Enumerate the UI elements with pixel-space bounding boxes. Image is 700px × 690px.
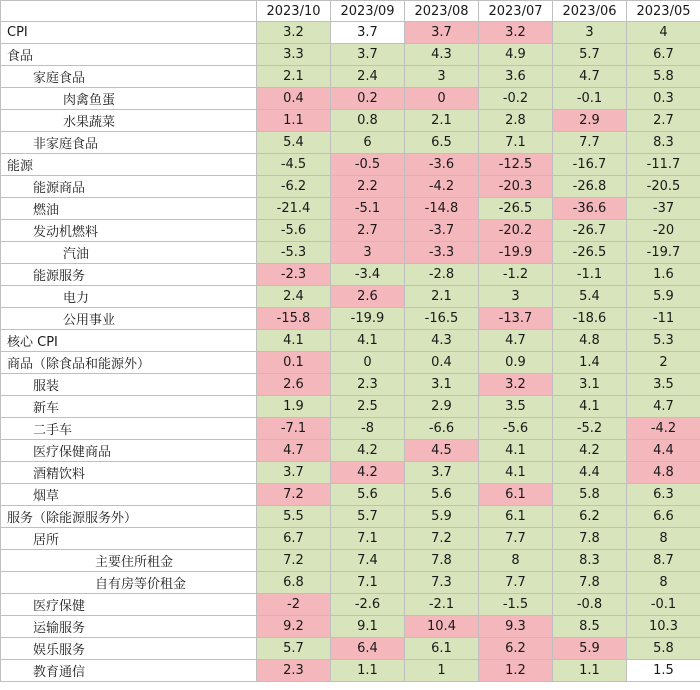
- value-cell: -2.8: [405, 264, 479, 286]
- header-corner: [1, 1, 257, 22]
- row-label: 医疗保健: [1, 594, 257, 616]
- table-row: [1, 462, 700, 484]
- value-cell: -5.6: [257, 220, 331, 242]
- value-cell: 0.4: [405, 352, 479, 374]
- value-cell: -16.5: [405, 308, 479, 330]
- value-cell: 4.9: [479, 44, 553, 66]
- value-cell: 5.9: [405, 506, 479, 528]
- value-cell: 2.7: [331, 220, 405, 242]
- value-cell: 0.2: [331, 88, 405, 110]
- table-row: [1, 44, 700, 66]
- value-cell: 3.2: [257, 22, 331, 44]
- value-cell: -20.3: [479, 176, 553, 198]
- value-cell: -3.6: [405, 154, 479, 176]
- value-cell: -13.7: [479, 308, 553, 330]
- value-cell: 6: [331, 132, 405, 154]
- row-label: 二手车: [1, 418, 257, 440]
- value-cell: 7.8: [553, 572, 627, 594]
- table-row: [1, 242, 700, 264]
- value-cell: 2.8: [479, 110, 553, 132]
- value-cell: 4.4: [627, 440, 700, 462]
- header-2023-07: 2023/07: [479, 1, 553, 22]
- value-cell: 5.8: [627, 66, 700, 88]
- row-label: 酒精饮料: [1, 462, 257, 484]
- value-cell: 6.1: [479, 484, 553, 506]
- value-cell: 1.5: [627, 660, 700, 682]
- value-cell: 1.6: [627, 264, 700, 286]
- value-cell: 4.7: [479, 330, 553, 352]
- value-cell: -20.5: [627, 176, 700, 198]
- header-2023-05: 2023/05: [627, 1, 700, 22]
- value-cell: 0.4: [257, 88, 331, 110]
- row-label: 发动机燃料: [1, 220, 257, 242]
- value-cell: -3.7: [405, 220, 479, 242]
- row-label: 能源: [1, 154, 257, 176]
- value-cell: 4.1: [479, 462, 553, 484]
- table-row: [1, 616, 700, 638]
- value-cell: 4.8: [553, 330, 627, 352]
- header-row: [1, 1, 700, 22]
- row-label: 燃油: [1, 198, 257, 220]
- value-cell: 5.4: [257, 132, 331, 154]
- value-cell: -36.6: [553, 198, 627, 220]
- value-cell: -21.4: [257, 198, 331, 220]
- value-cell: 6.1: [405, 638, 479, 660]
- value-cell: 3.2: [479, 22, 553, 44]
- value-cell: -26.5: [479, 198, 553, 220]
- value-cell: 2.3: [257, 660, 331, 682]
- value-cell: -14.8: [405, 198, 479, 220]
- table-row: [1, 330, 700, 352]
- row-label: 居所: [1, 528, 257, 550]
- value-cell: 4.1: [257, 330, 331, 352]
- value-cell: 3.1: [405, 374, 479, 396]
- value-cell: -18.6: [553, 308, 627, 330]
- value-cell: -0.1: [627, 594, 700, 616]
- table-row: [1, 396, 700, 418]
- value-cell: -19.9: [479, 242, 553, 264]
- value-cell: -26.8: [553, 176, 627, 198]
- value-cell: -5.1: [331, 198, 405, 220]
- value-cell: 2: [627, 352, 700, 374]
- table-row: [1, 418, 700, 440]
- value-cell: 5.7: [331, 506, 405, 528]
- value-cell: 7.7: [553, 132, 627, 154]
- value-cell: 7.2: [257, 484, 331, 506]
- value-cell: 3.7: [405, 22, 479, 44]
- value-cell: 3.1: [553, 374, 627, 396]
- value-cell: -2.3: [257, 264, 331, 286]
- value-cell: 8: [479, 550, 553, 572]
- value-cell: 3.5: [627, 374, 700, 396]
- value-cell: 7.3: [405, 572, 479, 594]
- value-cell: 8.5: [553, 616, 627, 638]
- value-cell: 7.1: [331, 528, 405, 550]
- value-cell: 2.4: [257, 286, 331, 308]
- value-cell: 2.1: [405, 110, 479, 132]
- value-cell: 5.3: [627, 330, 700, 352]
- value-cell: -8: [331, 418, 405, 440]
- value-cell: -2: [257, 594, 331, 616]
- value-cell: 1: [405, 660, 479, 682]
- value-cell: -37: [627, 198, 700, 220]
- value-cell: 1.1: [553, 660, 627, 682]
- value-cell: 3.7: [331, 22, 405, 44]
- value-cell: 2.5: [331, 396, 405, 418]
- value-cell: -6.6: [405, 418, 479, 440]
- row-label: 服务（除能源服务外）: [1, 506, 257, 528]
- value-cell: -1.2: [479, 264, 553, 286]
- value-cell: 3.5: [479, 396, 553, 418]
- value-cell: 0: [405, 88, 479, 110]
- value-cell: 6.5: [405, 132, 479, 154]
- table-row: [1, 440, 700, 462]
- value-cell: 5.5: [257, 506, 331, 528]
- value-cell: 0.1: [257, 352, 331, 374]
- value-cell: 2.1: [405, 286, 479, 308]
- value-cell: -1.5: [479, 594, 553, 616]
- value-cell: 4.3: [405, 330, 479, 352]
- value-cell: -4.5: [257, 154, 331, 176]
- value-cell: 2.6: [257, 374, 331, 396]
- table-row: [1, 638, 700, 660]
- value-cell: 4.1: [553, 396, 627, 418]
- value-cell: 10.3: [627, 616, 700, 638]
- value-cell: 7.2: [405, 528, 479, 550]
- value-cell: 6.1: [479, 506, 553, 528]
- row-label: 食品: [1, 44, 257, 66]
- row-label: 烟草: [1, 484, 257, 506]
- value-cell: -0.5: [331, 154, 405, 176]
- value-cell: 5.9: [627, 286, 700, 308]
- value-cell: 3.3: [257, 44, 331, 66]
- value-cell: 6.7: [257, 528, 331, 550]
- value-cell: -3.4: [331, 264, 405, 286]
- value-cell: 8.3: [627, 132, 700, 154]
- table-row: [1, 22, 700, 44]
- value-cell: 5.6: [405, 484, 479, 506]
- value-cell: 9.1: [331, 616, 405, 638]
- row-label: 主要住所租金: [1, 550, 257, 572]
- value-cell: 5.9: [553, 638, 627, 660]
- value-cell: 3.2: [479, 374, 553, 396]
- value-cell: -15.8: [257, 308, 331, 330]
- value-cell: -12.5: [479, 154, 553, 176]
- header-2023-06: 2023/06: [553, 1, 627, 22]
- value-cell: 7.8: [553, 528, 627, 550]
- value-cell: 3.7: [331, 44, 405, 66]
- value-cell: 4.7: [627, 396, 700, 418]
- value-cell: 5.6: [331, 484, 405, 506]
- table-row: [1, 308, 700, 330]
- table-row: [1, 374, 700, 396]
- value-cell: 6.4: [331, 638, 405, 660]
- value-cell: 4.4: [553, 462, 627, 484]
- table-row: [1, 550, 700, 572]
- value-cell: 9.2: [257, 616, 331, 638]
- value-cell: 10.4: [405, 616, 479, 638]
- value-cell: -20.2: [479, 220, 553, 242]
- header-2023-09: 2023/09: [331, 1, 405, 22]
- row-label: 家庭食品: [1, 66, 257, 88]
- value-cell: -0.1: [553, 88, 627, 110]
- value-cell: 4: [627, 22, 700, 44]
- value-cell: 4.8: [627, 462, 700, 484]
- value-cell: 0.3: [627, 88, 700, 110]
- table-row: [1, 286, 700, 308]
- row-label: 非家庭食品: [1, 132, 257, 154]
- table-body: [1, 22, 700, 682]
- value-cell: 5.7: [257, 638, 331, 660]
- value-cell: -0.2: [479, 88, 553, 110]
- value-cell: 7.7: [479, 528, 553, 550]
- value-cell: 8: [627, 528, 700, 550]
- value-cell: 4.2: [331, 462, 405, 484]
- value-cell: -2.6: [331, 594, 405, 616]
- value-cell: 3: [331, 242, 405, 264]
- value-cell: 5.7: [553, 44, 627, 66]
- row-label: 电力: [1, 286, 257, 308]
- value-cell: -6.2: [257, 176, 331, 198]
- value-cell: 7.2: [257, 550, 331, 572]
- value-cell: 7.8: [405, 550, 479, 572]
- row-label: 自有房等价租金: [1, 572, 257, 594]
- value-cell: 1.1: [257, 110, 331, 132]
- value-cell: 8.3: [553, 550, 627, 572]
- row-label: 能源服务: [1, 264, 257, 286]
- value-cell: 3.7: [405, 462, 479, 484]
- value-cell: 3: [479, 286, 553, 308]
- table-row: [1, 506, 700, 528]
- header-2023-10: 2023/10: [257, 1, 331, 22]
- value-cell: -5.2: [553, 418, 627, 440]
- value-cell: 1.1: [331, 660, 405, 682]
- value-cell: 3: [405, 66, 479, 88]
- value-cell: -4.2: [627, 418, 700, 440]
- value-cell: 6.3: [627, 484, 700, 506]
- value-cell: 0.8: [331, 110, 405, 132]
- value-cell: 6.2: [553, 506, 627, 528]
- value-cell: -4.2: [405, 176, 479, 198]
- row-label: 新车: [1, 396, 257, 418]
- value-cell: 2.9: [553, 110, 627, 132]
- value-cell: 4.7: [257, 440, 331, 462]
- table-row: [1, 528, 700, 550]
- value-cell: 2.3: [331, 374, 405, 396]
- row-label: 运输服务: [1, 616, 257, 638]
- value-cell: 8: [627, 572, 700, 594]
- value-cell: 2.6: [331, 286, 405, 308]
- table-row: [1, 66, 700, 88]
- value-cell: 0: [331, 352, 405, 374]
- value-cell: 2.1: [257, 66, 331, 88]
- row-label: CPI: [1, 22, 257, 44]
- value-cell: 3.6: [479, 66, 553, 88]
- value-cell: -26.5: [553, 242, 627, 264]
- row-label: 汽油: [1, 242, 257, 264]
- value-cell: -19.9: [331, 308, 405, 330]
- row-label: 能源商品: [1, 176, 257, 198]
- value-cell: -2.1: [405, 594, 479, 616]
- value-cell: -11: [627, 308, 700, 330]
- value-cell: 4.1: [331, 330, 405, 352]
- table-row: [1, 572, 700, 594]
- row-label: 公用事业: [1, 308, 257, 330]
- row-label: 服装: [1, 374, 257, 396]
- row-label: 教育通信: [1, 660, 257, 682]
- value-cell: -5.3: [257, 242, 331, 264]
- value-cell: 3: [553, 22, 627, 44]
- value-cell: 1.2: [479, 660, 553, 682]
- value-cell: 2.4: [331, 66, 405, 88]
- table-row: [1, 484, 700, 506]
- table-row: [1, 264, 700, 286]
- value-cell: 2.7: [627, 110, 700, 132]
- value-cell: 4.5: [405, 440, 479, 462]
- value-cell: -1.1: [553, 264, 627, 286]
- value-cell: 4.2: [331, 440, 405, 462]
- value-cell: -3.3: [405, 242, 479, 264]
- table-row: [1, 88, 700, 110]
- value-cell: 4.1: [479, 440, 553, 462]
- row-label: 核心 CPI: [1, 330, 257, 352]
- value-cell: 3.7: [257, 462, 331, 484]
- value-cell: 6.7: [627, 44, 700, 66]
- header-2023-08: 2023/08: [405, 1, 479, 22]
- value-cell: -5.6: [479, 418, 553, 440]
- value-cell: 7.4: [331, 550, 405, 572]
- row-label: 医疗保健商品: [1, 440, 257, 462]
- value-cell: 5.8: [627, 638, 700, 660]
- value-cell: 4.2: [553, 440, 627, 462]
- value-cell: 6.6: [627, 506, 700, 528]
- table-row: [1, 352, 700, 374]
- value-cell: -26.7: [553, 220, 627, 242]
- row-label: 肉禽鱼蛋: [1, 88, 257, 110]
- value-cell: 1.4: [553, 352, 627, 374]
- value-cell: 6.2: [479, 638, 553, 660]
- value-cell: 7.7: [479, 572, 553, 594]
- value-cell: 2.2: [331, 176, 405, 198]
- value-cell: 8.7: [627, 550, 700, 572]
- row-label: 娱乐服务: [1, 638, 257, 660]
- value-cell: 4.7: [553, 66, 627, 88]
- value-cell: -20: [627, 220, 700, 242]
- table-row: [1, 198, 700, 220]
- table-row: [1, 176, 700, 198]
- table-row: [1, 154, 700, 176]
- value-cell: 6.8: [257, 572, 331, 594]
- value-cell: 7.1: [331, 572, 405, 594]
- value-cell: 7.1: [479, 132, 553, 154]
- value-cell: 1.9: [257, 396, 331, 418]
- value-cell: 9.3: [479, 616, 553, 638]
- value-cell: -19.7: [627, 242, 700, 264]
- value-cell: 2.9: [405, 396, 479, 418]
- value-cell: -7.1: [257, 418, 331, 440]
- value-cell: -0.8: [553, 594, 627, 616]
- table-row: [1, 132, 700, 154]
- row-label: 商品（除食品和能源外）: [1, 352, 257, 374]
- value-cell: 5.4: [553, 286, 627, 308]
- table-row: [1, 594, 700, 616]
- table-row: [1, 110, 700, 132]
- value-cell: 4.3: [405, 44, 479, 66]
- value-cell: 5.8: [553, 484, 627, 506]
- table-row: [1, 220, 700, 242]
- value-cell: 0.9: [479, 352, 553, 374]
- table-row: [1, 660, 700, 682]
- row-label: 水果蔬菜: [1, 110, 257, 132]
- value-cell: -16.7: [553, 154, 627, 176]
- value-cell: -11.7: [627, 154, 700, 176]
